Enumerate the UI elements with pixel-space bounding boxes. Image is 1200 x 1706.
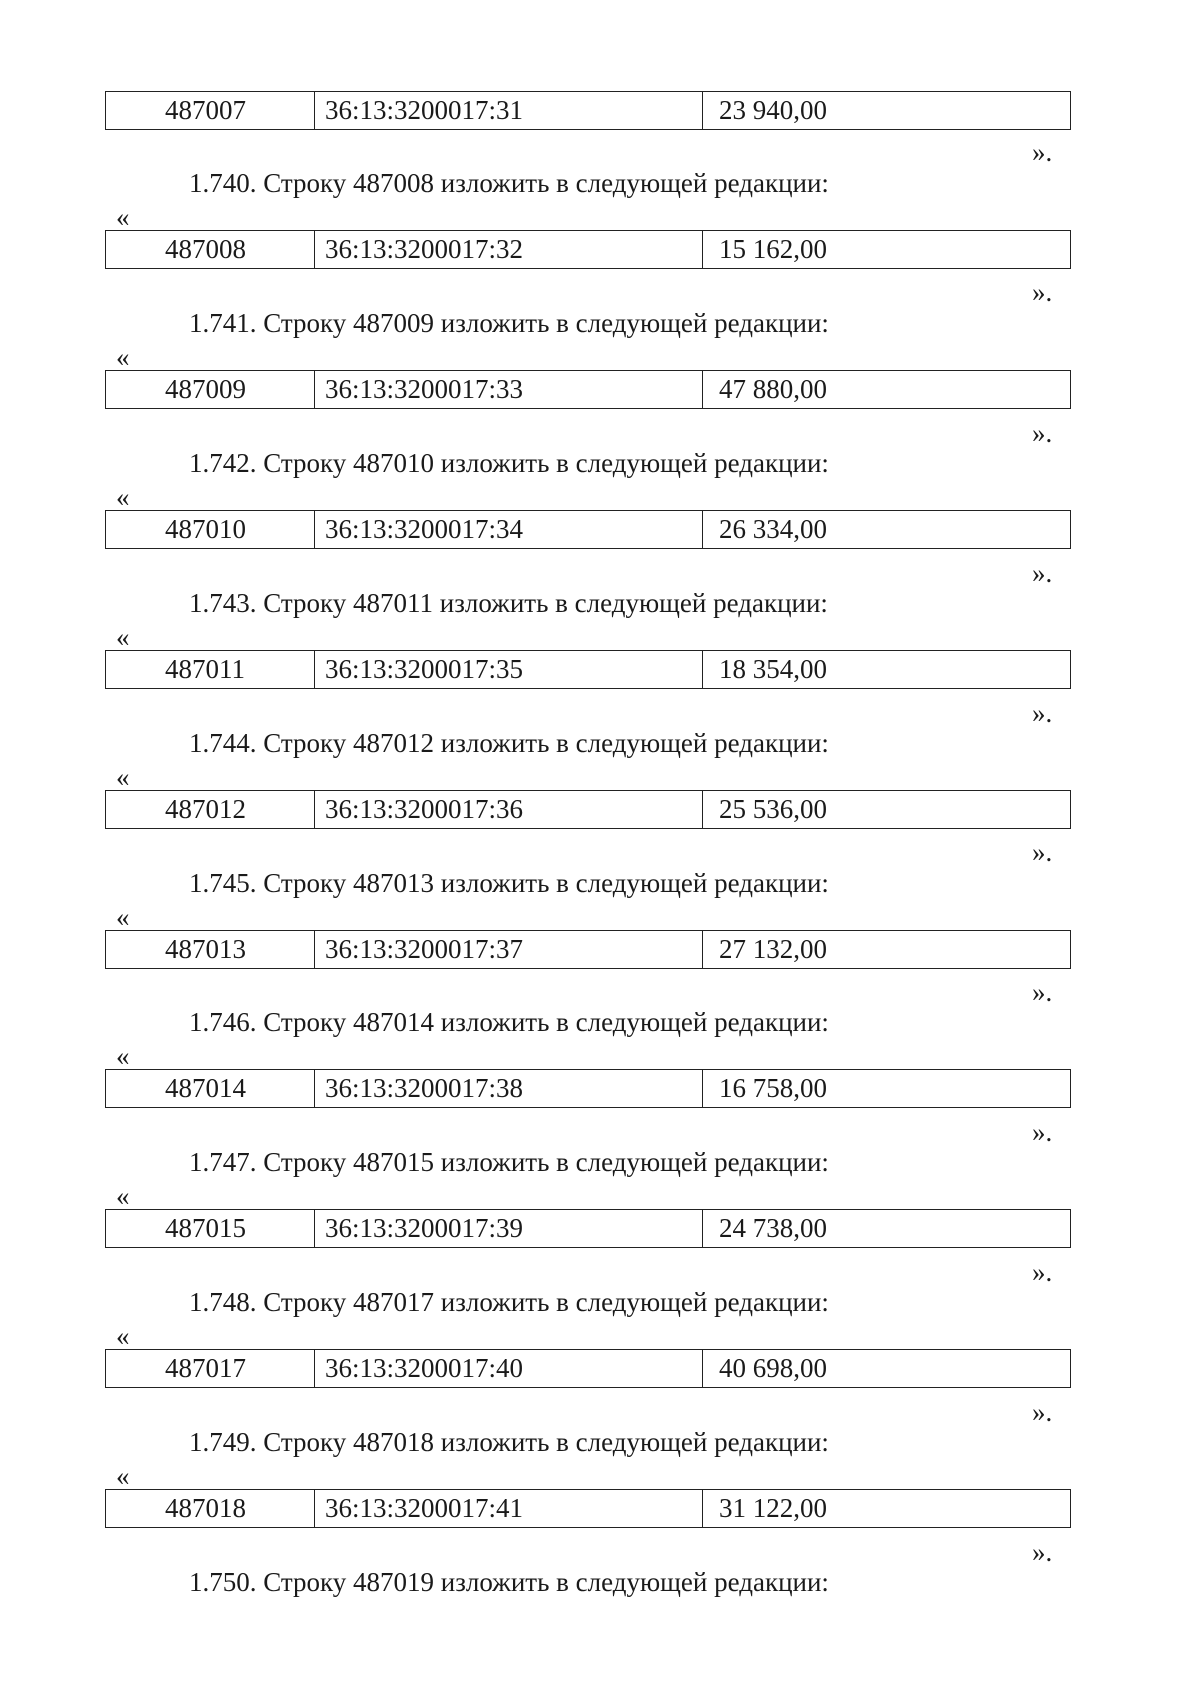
closing-quote: ». — [1032, 558, 1053, 588]
table-row — [105, 1489, 1071, 1528]
table-row — [105, 370, 1071, 409]
amendment-instruction: 1.750. Строку 487019 изложить в следующей редакции: — [189, 1567, 829, 1597]
row-cadastral-number: 36:13:3200017:31 — [315, 92, 703, 129]
closing-quote: ». — [1032, 1117, 1053, 1147]
row-cadastral-number: 36:13:3200017:32 — [315, 231, 703, 268]
row-code: 487008 — [106, 231, 315, 268]
row-value: 25 536,00 — [719, 794, 827, 824]
row-code: 487010 — [106, 511, 315, 548]
closing-quote: ». — [1032, 698, 1053, 728]
row-value: 15 162,00 — [719, 234, 827, 264]
opening-quote: « — [116, 1461, 130, 1491]
row-cadastral-number: 36:13:3200017:39 — [315, 1210, 703, 1247]
table-row — [105, 1209, 1071, 1248]
amendment-instruction: 1.745. Строку 487013 изложить в следующей редакции: — [189, 868, 829, 898]
row-code: 487013 — [106, 931, 315, 968]
row-value: 16 758,00 — [719, 1073, 827, 1103]
table-row — [105, 790, 1071, 829]
table-row — [105, 930, 1071, 969]
table-row — [105, 650, 1071, 689]
row-cadastral-number: 36:13:3200017:38 — [315, 1070, 703, 1107]
row-code: 487014 — [106, 1070, 315, 1107]
row-value: 31 122,00 — [719, 1493, 827, 1523]
row-cadastral-number: 36:13:3200017:40 — [315, 1350, 703, 1387]
row-value: 26 334,00 — [719, 514, 827, 544]
table-row — [105, 91, 1071, 130]
amendment-instruction: 1.748. Строку 487017 изложить в следующей редакции: — [189, 1287, 829, 1317]
row-code: 487007 — [106, 92, 315, 129]
amendment-instruction: 1.746. Строку 487014 изложить в следующей редакции: — [189, 1007, 829, 1037]
table-row — [105, 1349, 1071, 1388]
opening-quote: « — [116, 202, 130, 232]
table-row — [105, 510, 1071, 549]
table-row — [105, 230, 1071, 269]
amendment-instruction: 1.747. Строку 487015 изложить в следующей редакции: — [189, 1147, 829, 1177]
row-value: 27 132,00 — [719, 934, 827, 964]
amendment-instruction: 1.744. Строку 487012 изложить в следующей редакции: — [189, 728, 829, 758]
closing-quote: ». — [1032, 837, 1053, 867]
row-value: 40 698,00 — [719, 1353, 827, 1383]
opening-quote: « — [116, 1321, 130, 1351]
opening-quote: « — [116, 1041, 130, 1071]
opening-quote: « — [116, 902, 130, 932]
opening-quote: « — [116, 342, 130, 372]
row-code: 487009 — [106, 371, 315, 408]
opening-quote: « — [116, 622, 130, 652]
closing-quote: ». — [1032, 1257, 1053, 1287]
amendment-instruction: 1.740. Строку 487008 изложить в следующей редакции: — [189, 168, 829, 198]
amendment-instruction: 1.743. Строку 487011 изложить в следующей редакции: — [189, 588, 828, 618]
row-code: 487018 — [106, 1490, 315, 1527]
closing-quote: ». — [1032, 277, 1053, 307]
closing-quote: ». — [1032, 1537, 1053, 1567]
opening-quote: « — [116, 762, 130, 792]
opening-quote: « — [116, 1181, 130, 1211]
opening-quote: « — [116, 482, 130, 512]
row-cadastral-number: 36:13:3200017:37 — [315, 931, 703, 968]
row-cadastral-number: 36:13:3200017:33 — [315, 371, 703, 408]
amendment-instruction: 1.742. Строку 487010 изложить в следующей редакции: — [189, 448, 829, 478]
row-code: 487017 — [106, 1350, 315, 1387]
table-row — [105, 1069, 1071, 1108]
row-code: 487015 — [106, 1210, 315, 1247]
closing-quote: ». — [1032, 1397, 1053, 1427]
row-cadastral-number: 36:13:3200017:35 — [315, 651, 703, 688]
amendment-instruction: 1.741. Строку 487009 изложить в следующей редакции: — [189, 308, 829, 338]
row-cadastral-number: 36:13:3200017:34 — [315, 511, 703, 548]
row-value: 24 738,00 — [719, 1213, 827, 1243]
row-value: 23 940,00 — [719, 95, 827, 125]
row-value: 18 354,00 — [719, 654, 827, 684]
row-cadastral-number: 36:13:3200017:41 — [315, 1490, 703, 1527]
amendment-instruction: 1.749. Строку 487018 изложить в следующей редакции: — [189, 1427, 829, 1457]
closing-quote: ». — [1032, 418, 1053, 448]
row-code: 487011 — [106, 651, 315, 688]
row-value: 47 880,00 — [719, 374, 827, 404]
closing-quote: ». — [1032, 977, 1053, 1007]
row-cadastral-number: 36:13:3200017:36 — [315, 791, 703, 828]
closing-quote: ». — [1032, 137, 1053, 167]
row-code: 487012 — [106, 791, 315, 828]
